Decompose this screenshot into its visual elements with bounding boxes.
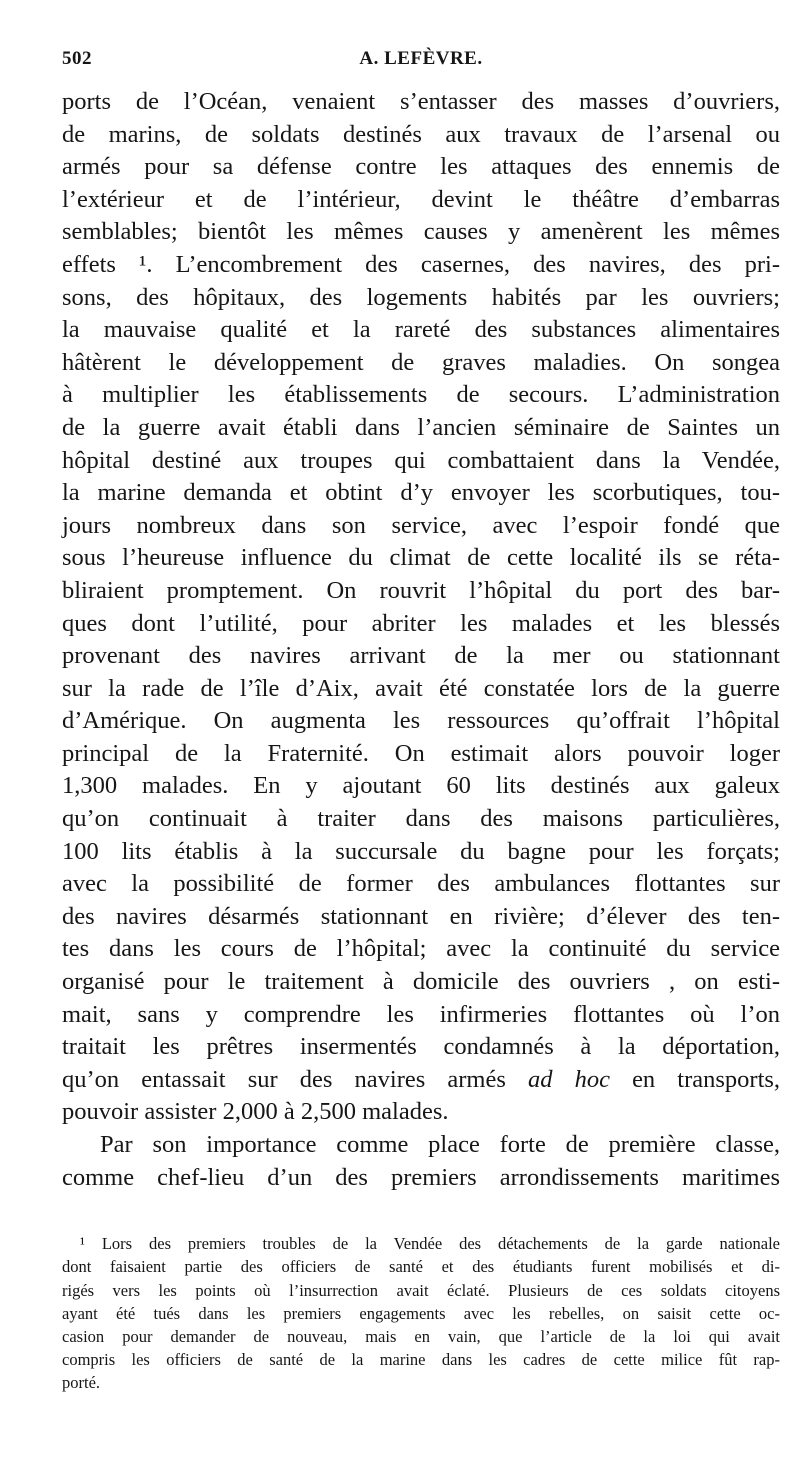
body-line: hôpital destiné aux troupes qui combattaient dans la Vendée, [62, 446, 780, 474]
body-line: Par son importance comme place forte de première classe, [100, 1131, 780, 1158]
body-line: armés pour sa défense contre les attaques des ennemis de [62, 153, 780, 181]
body-line: des navires désarmés stationnant en rivière; d’élever des ten- [62, 902, 780, 930]
body-line: la marine demanda et obtint d’y envoyer les scorbutiques, tou- [62, 479, 780, 507]
footnote-line: compris les officiers de santé de la marine dans les cadres de cette milice fût rap- [62, 1350, 780, 1370]
page [62, 48, 780, 1395]
body-text [62, 86, 780, 1194]
footnote-line: casion pour demander de nouveau, mais en vain, que l’article de la loi qui avait [62, 1327, 780, 1346]
body-line: jours nombreux dans son service, avec l’espoir fondé que [62, 511, 780, 539]
body-line: de la guerre avait établi dans l’ancien séminaire de Saintes un [62, 413, 780, 441]
running-title: A. LEFÈVRE. [359, 48, 483, 69]
body-line: principal de la Fraternité. On estimait alors pouvoir loger [62, 739, 780, 767]
body-line: d’Amérique. On augmenta les ressources qu’offrait l’hôpital [62, 707, 780, 735]
body-line: provenant des navires arrivant de la mer ou stationnant [62, 642, 780, 670]
footnote-line: ayant été tués dans les premiers engagements avec les rebelles, on saisit cette oc- [62, 1303, 780, 1323]
page-number: 502 [62, 48, 92, 69]
body-line: organisé pour le traitement à domicile des ouvriers , on esti- [62, 968, 780, 996]
running-head [62, 48, 780, 78]
footnote-line: rigés vers les points où l’insurrection avait éclaté. Plusieurs de ces soldats citoyens [62, 1280, 780, 1300]
body-line-part: qu’on entassait sur des navires armés [62, 1065, 506, 1093]
body-line: ques dont l’utilité, pour abriter les malades et les blessés [62, 609, 780, 637]
body-line: ports de l’Océan, venaient s’entasser des masses d’ouvriers, [62, 88, 780, 115]
body-line: avec la possibilité de former des ambulances flottantes sur [62, 870, 780, 898]
body-line: pouvoir assister 2,000 à 2,500 malades. [62, 1098, 449, 1126]
body-line: l’extérieur et de l’intérieur, devint le théâtre d’embarras [62, 185, 780, 213]
body-line: bliraient promptement. On rouvrit l’hôpital du port des bar- [62, 576, 780, 604]
body-line: 100 lits établis à la succursale du bagne pour les forçats; [62, 837, 780, 865]
body-line: effets ¹. L’encombrement des casernes, des navires, des pri- [62, 250, 780, 278]
body-line: traitait les prêtres insermentés condamnés à la déportation, [62, 1033, 780, 1061]
body-line: de marins, de soldats destinés aux travaux de l’arsenal ou [62, 120, 780, 148]
body-line: hâtèrent le développement de graves maladies. On songea [62, 348, 780, 376]
body-line [62, 1064, 780, 1097]
body-line: à multiplier les établissements de secours. L’administration [62, 381, 780, 409]
footnote-line: porté. [62, 1373, 101, 1393]
latin-phrase: ad hoc [527, 1065, 610, 1093]
body-line-part: en transports, [632, 1065, 781, 1093]
footnote-line: dont faisaient partie des officiers de santé et des étudiants furent mobilisés et di- [62, 1257, 780, 1277]
footnote [62, 1232, 780, 1394]
body-line: la mauvaise qualité et la rareté des substances alimentaires [62, 316, 780, 344]
body-line: sur la rade de l’île d’Aix, avait été constatée lors de la guerre [62, 674, 780, 702]
body-line: 1,300 malades. En y ajoutant 60 lits destinés aux galeux [62, 772, 780, 800]
body-line: qu’on continuait à traiter dans des maisons particulières, [62, 805, 780, 833]
footnote-line: ¹ Lors des premiers troubles de la Vendée des détachements de la garde nationale [80, 1234, 780, 1254]
body-line: tes dans les cours de l’hôpital; avec la continuité du service [62, 935, 780, 963]
body-line: comme chef-lieu d’un des premiers arrondissements maritimes [62, 1163, 780, 1191]
body-line: sous l’heureuse influence du climat de cette localité ils se réta- [62, 544, 780, 572]
body-line: mait, sans y comprendre les infirmeries flottantes où l’on [62, 1000, 780, 1028]
body-line: semblables; bientôt les mêmes causes y amenèrent les mêmes [62, 218, 780, 246]
body-line: sons, des hôpitaux, des logements habités par les ouvriers; [62, 283, 780, 311]
